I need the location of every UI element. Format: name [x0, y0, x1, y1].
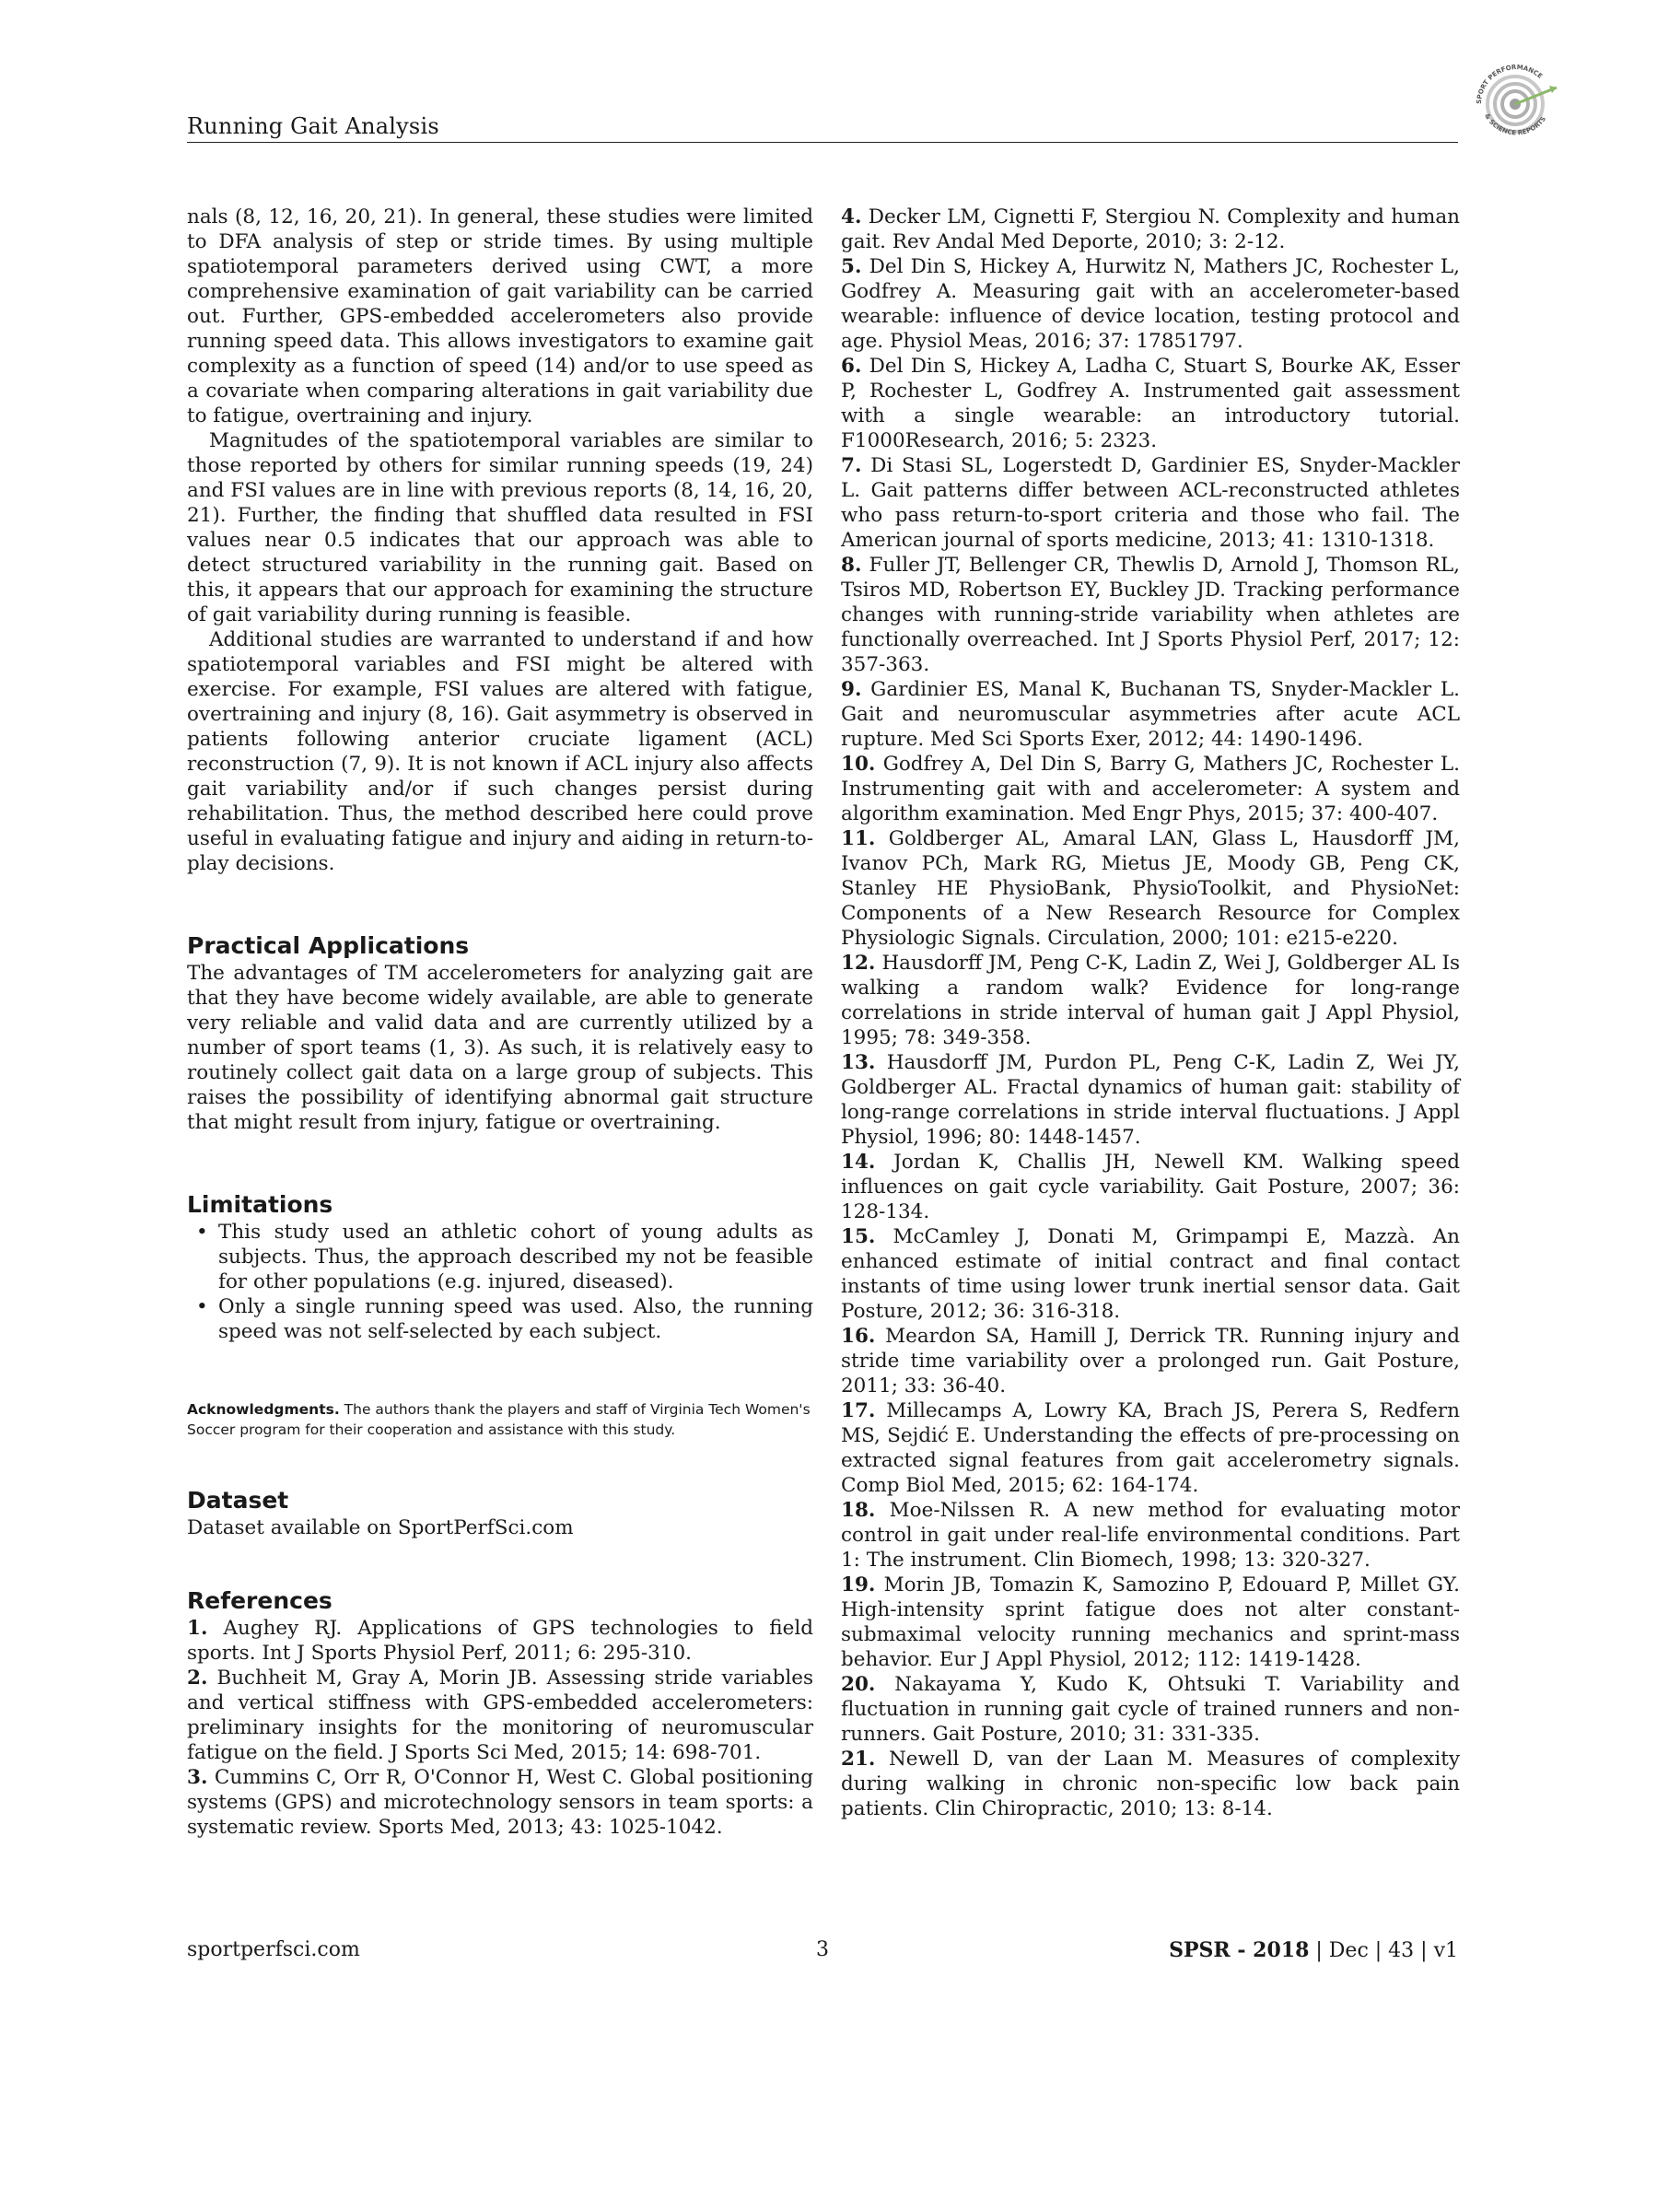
- reference-item: 9. Gardinier ES, Manal K, Buchanan TS, Snyder-Mackler L. Gait and neuromuscular asymmetries after acute ACL rupture. Med Sci Sports Exer, 2012; 44: 1490-1496.: [841, 678, 1460, 751]
- reference-item: 15. McCamley J, Donati M, Grimpampi E, Mazzà. An enhanced estimate of initial contract and final contact instants of time using lower trunk inertial sensor data. Gait Posture, 2012; 36: 316-318.: [841, 1225, 1460, 1323]
- reference-item: 13. Hausdorff JM, Purdon PL, Peng C-K, Ladin Z, Wei JY, Goldberger AL. Fractal dynamics of human gait: stability of long-range correlations in stride interval fluctuations. J Appl Physiol, 1996; 80: 1448-1457.: [841, 1051, 1460, 1149]
- reference-item: 2. Buchheit M, Gray A, Morin JB. Assessing stride variables and vertical stiffness with GPS-embedded accelerometers: preliminary insights for the monitoring of neuromuscular fatigue on the field. J Sports Sci Med, 2015; 14: 698-701.: [187, 1667, 813, 1764]
- bullet-icon: •: [196, 1221, 208, 1244]
- right-column: [841, 205, 1460, 1821]
- body-paragraph: Magnitudes of the spatiotemporal variables are similar to those reported by others for similar running speeds (19, 24) and FSI values are in line with previous reports (8, 14, 16, 20, 21). Further, the finding that shuffled data resulted in FSI values near 0.5 indicates that our approach was able to detect structured variability in the running gait. Based on this, it appears that our approach for examining the structure of gait variability during running is feasible.: [187, 429, 813, 626]
- reference-item: 21. Newell D, van der Laan M. Measures of complexity during walking in chronic non-specific low back pain patients. Clin Chiropractic, 2010; 13: 8-14.: [841, 1748, 1460, 1820]
- running-title: Running Gait Analysis: [187, 113, 439, 139]
- list-item: • Only a single running speed was used. Also, the running speed was not self-selected by each subject.: [196, 1295, 813, 1343]
- body-paragraph: Additional studies are warranted to understand if and how spatiotemporal variables and FSI might be altered with exercise. For example, FSI values are altered with fatigue, overtraining and injury (8, 16). Gait asymmetry is observed in patients following anterior cruciate ligament (ACL) reconstruction (7, 9). It is not known if ACL injury also affects gait variability and/or if such changes persist during rehabilitation. Thus, the method described here could prove useful in evaluating fatigue and injury and aiding in return-to-play decisions.: [187, 628, 813, 875]
- reference-item: 1. Aughey RJ. Applications of GPS technologies to field sports. Int J Sports Physiol Perf, 2011; 6: 295-310.: [187, 1617, 813, 1665]
- journal-name: SPSR - 2018: [1169, 1938, 1310, 1962]
- references-heading: References: [187, 1587, 332, 1614]
- footer-journal-info: [1169, 1938, 1458, 1962]
- reference-item: 18. Moe-Nilssen R. A new method for evaluating motor control in gait under real-life environmental conditions. Part 1: The instrument. Clin Biomech, 1998; 13: 320-327.: [841, 1499, 1461, 1572]
- list-item: • This study used an athletic cohort of young adults as subjects. Thus, the approach described my not be feasible for other populations (e.g. injured, diseased).: [196, 1221, 813, 1293]
- header-rule: [187, 142, 1458, 143]
- logo-text-bottom: & SCIENCE REPORTS: [1483, 111, 1548, 137]
- body-paragraph: nals (8, 12, 16, 20, 21). In general, these studies were limited to DFA analysis of step or stride times. By using multiple spatiotemporal parameters derived using CWT, a more comprehensive examination of gait variability can be carried out. Further, GPS-embedded accelerometers also provide running speed data. This allows investigators to examine gait complexity as a function of speed (14) and/or to use speed as a covariate when comparing alterations in gait variability due to fatigue, overtraining and injury.: [187, 205, 813, 427]
- limitations-heading: Limitations: [187, 1191, 333, 1218]
- dataset-text: Dataset available on SportPerfSci.com: [187, 1516, 574, 1539]
- reference-item: 7. Di Stasi SL, Logerstedt D, Gardinier ES, Snyder-Mackler L. Gait patterns differ between ACL-reconstructed athletes who pass return-to-sport criteria and those who fail. The American journal of sports medicine, 2013; 41: 1310-1318.: [841, 454, 1460, 552]
- page-header: [187, 111, 1458, 143]
- limitations-list: [187, 1220, 813, 1344]
- journal-logo-icon: [1464, 51, 1566, 152]
- reference-item: 19. Morin JB, Tomazin K, Samozino P, Edouard P, Millet GY. High-intensity sprint fatigue does not alter constant-submaximal velocity running mechanics and sprint-mass behavior. Eur J Appl Physiol, 2012; 112: 1419-1428.: [841, 1573, 1460, 1671]
- practical-applications-text: The advantages of TM accelerometers for analyzing gait are that they have become widely available, are able to generate very reliable and valid data and are currently utilized by a number of sport teams (1, 3). As such, it is relatively easy to routinely collect gait data on a large group of subjects. This raises the possibility of identifying abnormal gait structure that might result from injury, fatigue or overtraining.: [187, 962, 813, 1134]
- dataset-heading: Dataset: [187, 1487, 289, 1514]
- acknowledgments-text: The authors thank the players and staff of Virginia Tech Women's Soccer program for their cooperation and assistance with this study.: [187, 1401, 811, 1438]
- reference-item: 5. Del Din S, Hickey A, Hurwitz N, Mathers JC, Rochester L, Godfrey A. Measuring gait with an accelerometer-based wearable: influence of device location, testing protocol and age. Physiol Meas, 2016; 37: 17851797.: [841, 255, 1460, 353]
- reference-item: 12. Hausdorff JM, Peng C-K, Ladin Z, Wei J, Goldberger AL Is walking a random walk? Evidence for long-range correlations in stride interval of human gait J Appl Physiol, 1995; 78: 349-358.: [841, 952, 1460, 1049]
- reference-item: 3. Cummins C, Orr R, O'Connor H, West C. Global positioning systems (GPS) and microtechnology sensors in team sports: a systematic review. Sports Med, 2013; 43: 1025-1042.: [187, 1766, 813, 1839]
- reference-item: 8. Fuller JT, Bellenger CR, Thewlis D, Arnold J, Thomson RL, Tsiros MD, Robertson EY, Buckley JD. Tracking performance changes with running-stride variability when athletes are functionally overreached. Int J Sports Physiol Perf, 2017; 12: 357-363.: [841, 554, 1461, 676]
- reference-item: 11. Goldberger AL, Amaral LAN, Glass L, Hausdorff JM, Ivanov PCh, Mark RG, Mietus JE, Moody GB, Peng CK, Stanley HE PhysioBank, PhysioToolkit, and PhysioNet: Components of a New Research Resource for Complex Physiologic Signals. Circulation, 2000; 101: e215-e220.: [841, 827, 1460, 950]
- page-footer: [187, 1938, 1458, 1966]
- reference-item: 20. Nakayama Y, Kudo K, Ohtsuki T. Variability and fluctuation in running gait cycle of trained runners and non-runners. Gait Posture, 2010; 31: 331-335.: [841, 1673, 1460, 1746]
- reference-item: 6. Del Din S, Hickey A, Ladha C, Stuart S, Bourke AK, Esser P, Rochester L, Godfrey A. Instrumented gait assessment with a single wearable: an introductory tutorial. F1000Research, 2016; 5: 2323.: [841, 355, 1460, 452]
- page-number: 3: [816, 1938, 829, 1961]
- reference-item: 16. Meardon SA, Hamill J, Derrick TR. Running injury and stride time variability over a prolonged run. Gait Posture, 2011; 33: 36-40.: [841, 1325, 1460, 1398]
- logo-text-top: SPORT PERFORMANCE: [1475, 64, 1544, 105]
- journal-issue: | Dec | 43 | v1: [1315, 1939, 1458, 1962]
- left-column: [187, 205, 813, 1840]
- reference-item: 14. Jordan K, Challis JH, Newell KM. Walking speed influences on gait cycle variability. Gait Posture, 2007; 36: 128-134.: [841, 1151, 1460, 1223]
- bullet-icon: •: [196, 1295, 208, 1318]
- acknowledgments-label: Acknowledgments.: [187, 1401, 340, 1418]
- acknowledgments: [187, 1399, 813, 1440]
- footer-site-link[interactable]: sportperfsci.com: [187, 1938, 360, 1961]
- practical-applications-heading: Practical Applications: [187, 932, 470, 959]
- reference-item: 17. Millecamps A, Lowry KA, Brach JS, Perera S, Redfern MS, Sejdić E. Understanding the effects of pre-processing on extracted signal features from gait accelerometry signals. Comp Biol Med, 2015; 62: 164-174.: [841, 1399, 1460, 1497]
- reference-item: 10. Godfrey A, Del Din S, Barry G, Mathers JC, Rochester L. Instrumenting gait with and accelerometer: A system and algorithm examination. Med Engr Phys, 2015; 37: 400-407.: [841, 753, 1460, 825]
- reference-item: 4. Decker LM, Cignetti F, Stergiou N. Complexity and human gait. Rev Andal Med Deporte, 2010; 3: 2-12.: [841, 205, 1460, 253]
